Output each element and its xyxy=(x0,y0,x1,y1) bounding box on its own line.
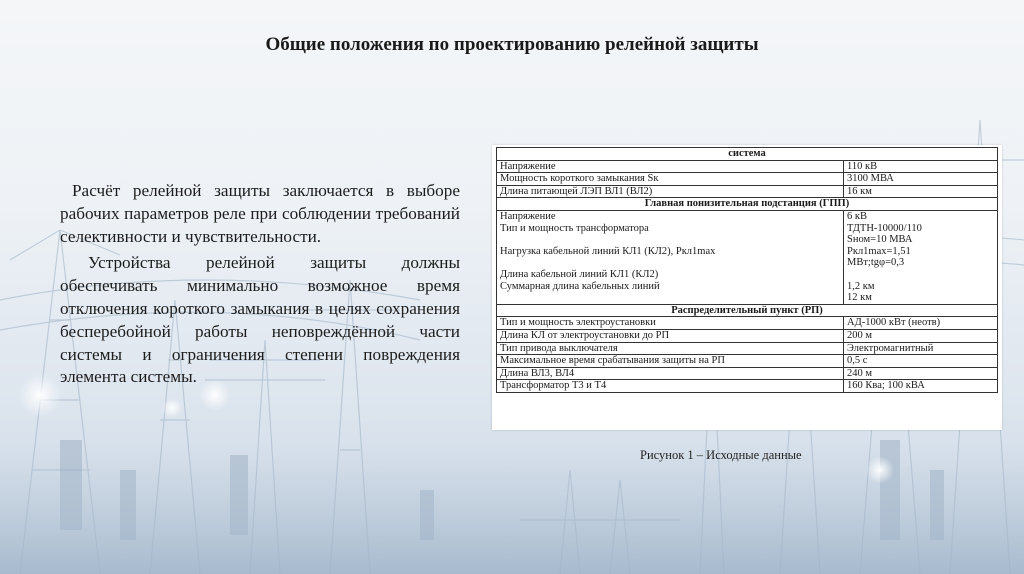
section-heading-rp: Распределительный пункт (РП) xyxy=(497,304,998,317)
table-row: Длина ВЛ3, ВЛ4 240 м xyxy=(497,367,998,380)
table-row: Тип и мощность электроустановки АД-1000 кВт (неотв) xyxy=(497,317,998,330)
table-row: Длина питающей ЛЭП ВЛ1 (ВЛ2) 16 км xyxy=(497,185,998,198)
page-title: Общие положения по проектированию релейной защиты xyxy=(265,34,759,55)
table-row: Длина КЛ от электроустановки до РП 200 м xyxy=(497,329,998,342)
source-data-table-image xyxy=(492,145,1002,430)
section-heading-system: система xyxy=(497,148,998,161)
body-text xyxy=(60,180,460,393)
paragraph-1: Расчёт релейной защиты заключается в выборе рабочих параметров реле при соблюдении требований селективности и чувствительности. xyxy=(60,181,460,246)
paragraph-2: Устройства релейной защиты должны обеспечивать минимально возможное время отключения короткого замыкания в целях сохранения бесперебойной работы неповреждённой части системы и ограничения степени повреждения элемента системы. xyxy=(60,253,460,387)
figure-caption: Рисунок 1 – Исходные данные xyxy=(640,448,802,462)
table-row: Напряжение Тип и мощность трансформатора Нагрузка кабельной линий КЛ1 (КЛ2), Pкл1max Длина кабельной линий КЛ1 (КЛ2) Суммарная длина кабельных линий 6 кВ ТДТН-10000/110 Sном=10 МВА Pкл1max=1,51 МВт;tgφ=0,3 1,2 км 12 км xyxy=(497,210,998,304)
table-row: Трансформатор Т3 и Т4 160 Ква; 100 кВА xyxy=(497,380,998,393)
table-row: Тип привода выключателя Электромагнитный xyxy=(497,342,998,355)
table-row: Максимальное время срабатывания защиты на РП 0,5 с xyxy=(497,355,998,368)
section-heading-gpp: Главная понизительная подстанция (ГПП) xyxy=(497,198,998,211)
source-data-table xyxy=(496,147,998,393)
table-row: Напряжение 110 кВ xyxy=(497,160,998,173)
table-row: Мощность короткого замыкания Sк 3100 МВА xyxy=(497,173,998,186)
